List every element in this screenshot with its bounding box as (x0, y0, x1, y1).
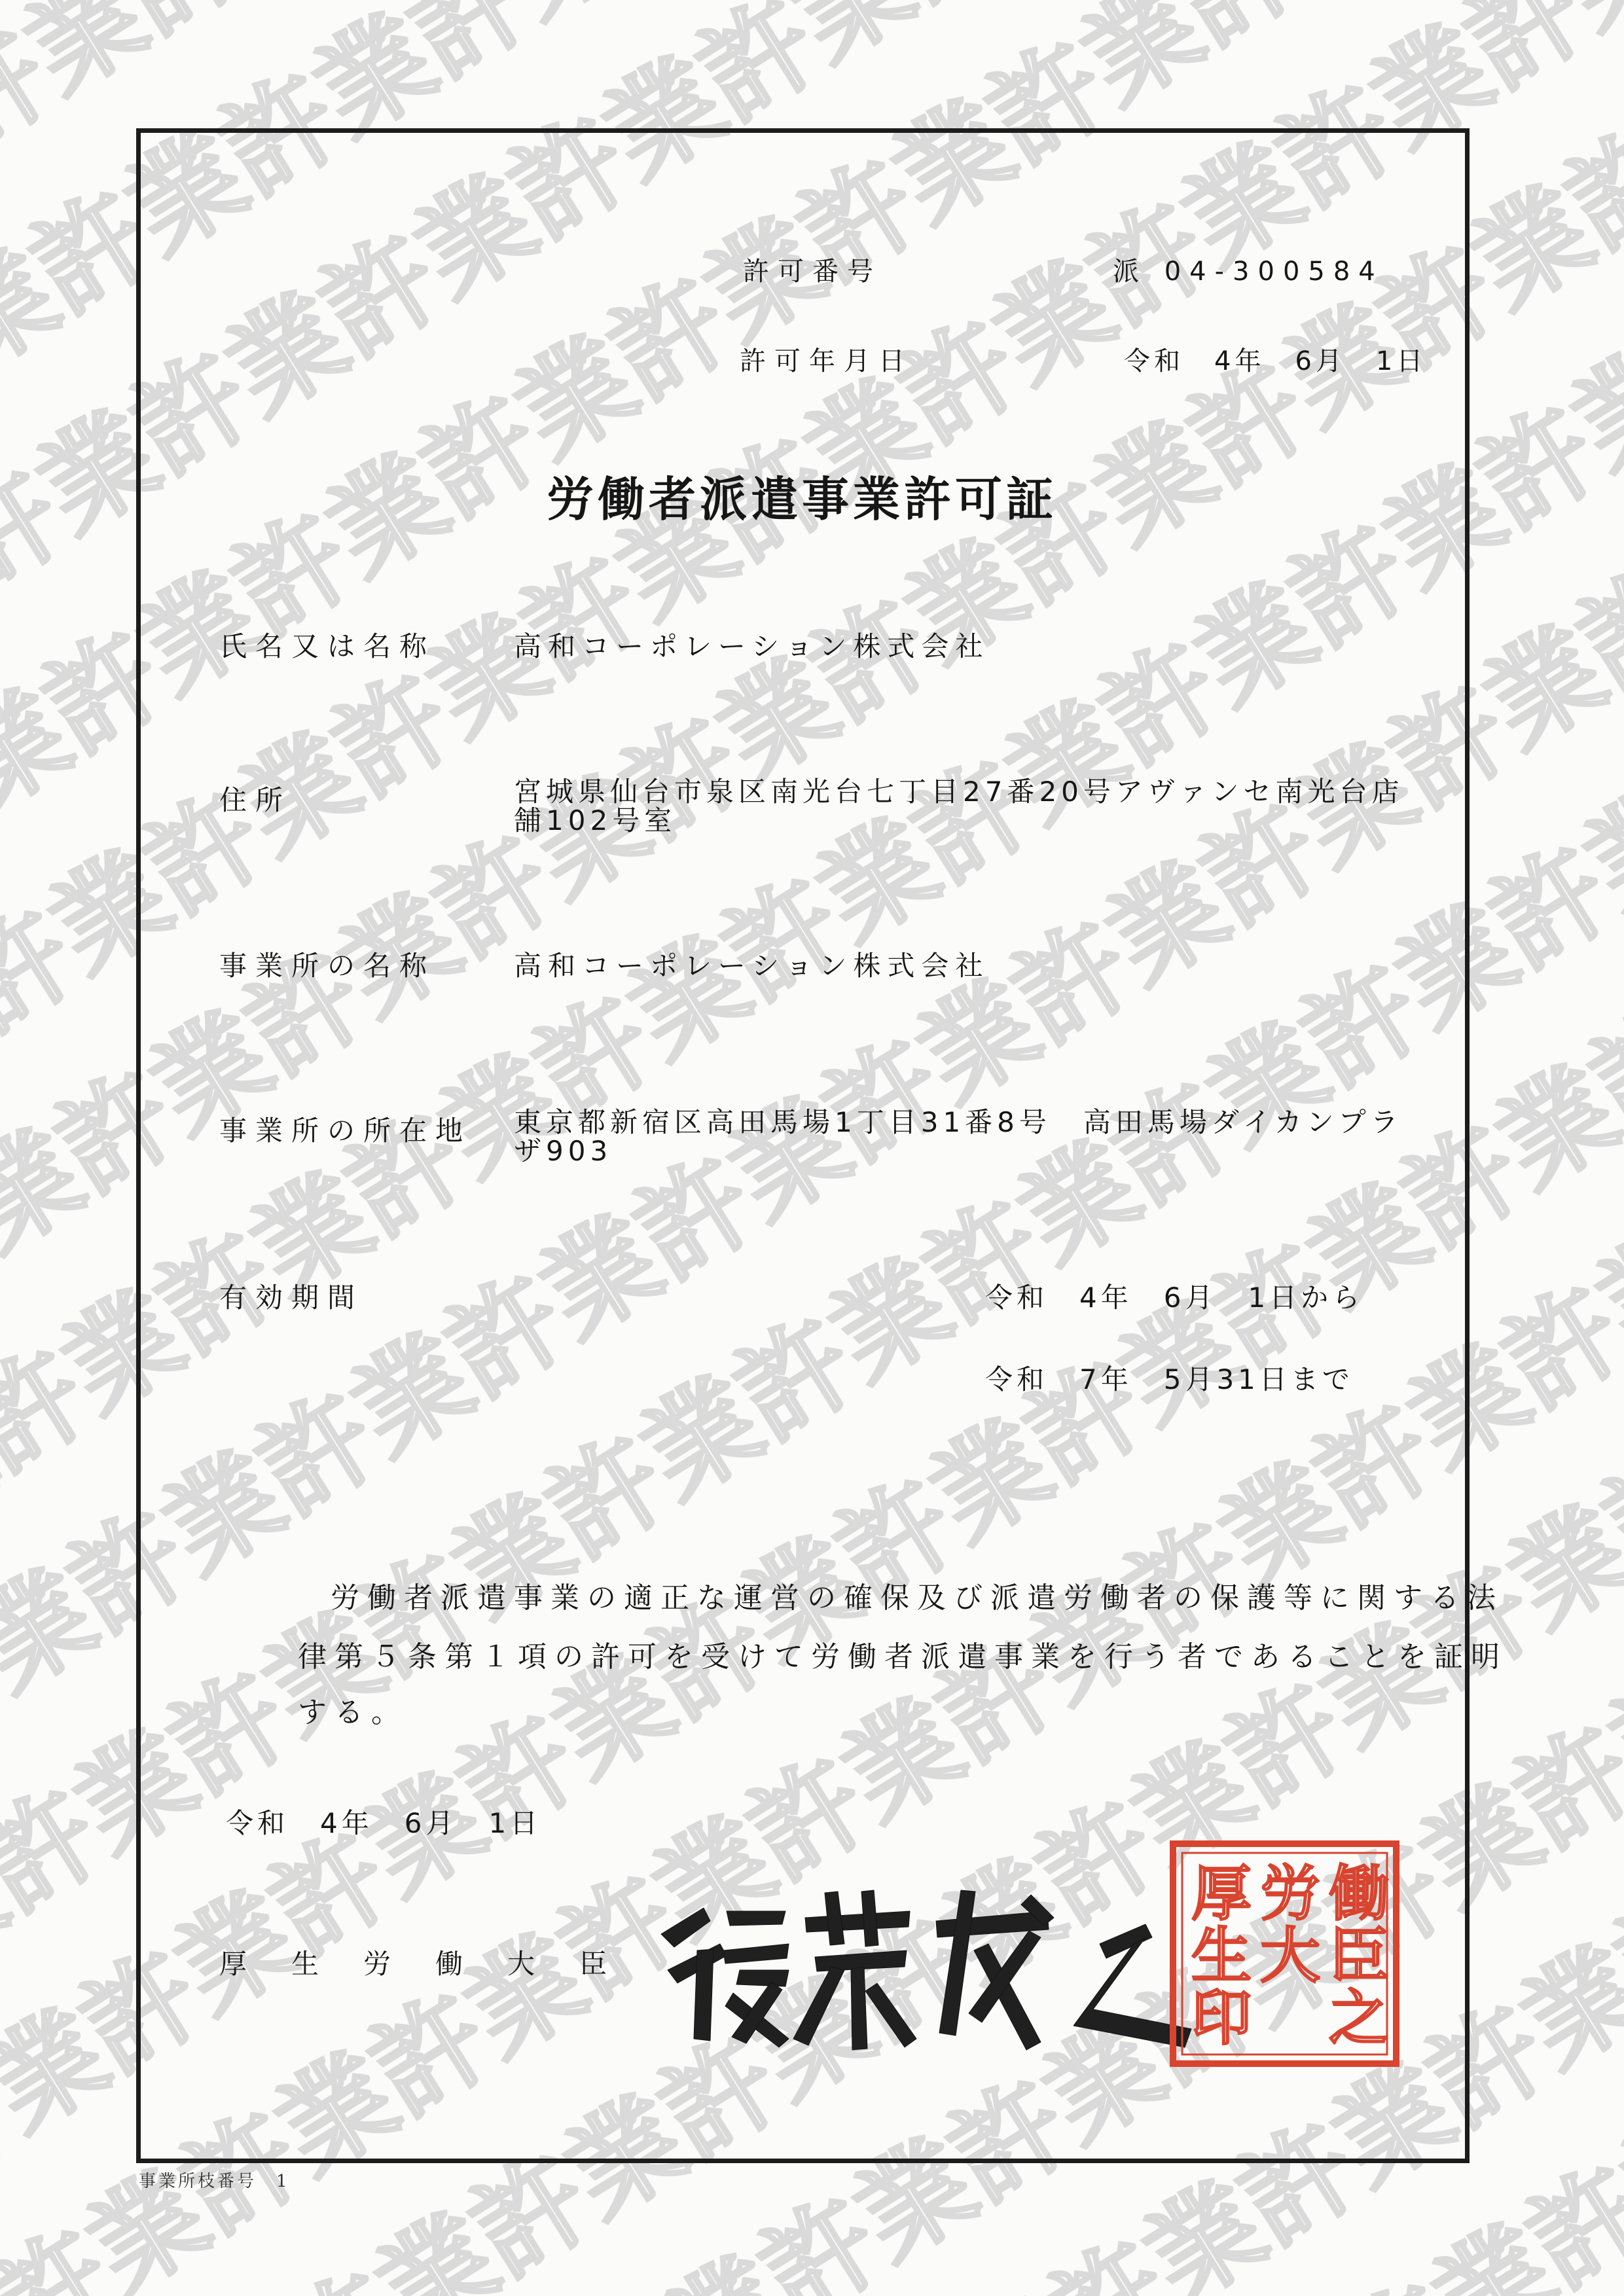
certification-line-2: 律第５条第１項の許可を受けて労働者派遣事業を行う者であることを証明 (298, 1640, 1507, 1674)
certification-line-1: 労働者派遣事業の適正な運営の確保及び派遣労働者の保護等に関する法 (331, 1581, 1504, 1615)
validity-label: 有効期間 (219, 1282, 364, 1314)
permit-number-value: 派 04-300584 (1113, 257, 1384, 287)
office-location-value: 東京都新宿区高田馬場1丁目31番8号 高田馬場ダイカンプラザ903 (514, 1106, 1403, 1167)
validity-to: 令和 7年 5月31日まで (985, 1363, 1354, 1395)
validity-from: 令和 4年 6月 1日から (985, 1282, 1364, 1314)
office-name-label: 事業所の名称 (219, 950, 436, 982)
permit-date-value: 令和 4年 6月 1日 (1124, 346, 1427, 376)
official-seal-stamp (1165, 1836, 1404, 2072)
svg-text:大: 大 (1260, 1921, 1321, 1991)
office-name-value: 高和コーポレーション株式会社 (514, 950, 990, 982)
svg-text:労: 労 (1260, 1859, 1321, 1929)
address-label: 住所 (219, 784, 292, 816)
name-value: 高和コーポレーション株式会社 (514, 630, 990, 662)
permit-date-label: 許可年月日 (740, 346, 913, 376)
permit-number-label: 許可番号 (743, 257, 882, 287)
certification-line-3: する。 (298, 1696, 408, 1729)
svg-text:働: 働 (1329, 1859, 1390, 1929)
office-branch-number: 事業所枝番号 1 (139, 2172, 290, 2191)
minister-signature-image (648, 1872, 1218, 2055)
certificate-title: 労働者派遣事業許可証 (547, 472, 1058, 527)
svg-text:厚: 厚 (1191, 1859, 1252, 1929)
svg-text:臣: 臣 (1329, 1921, 1390, 1991)
issuer-title: 厚 生 労 働 大 臣 (219, 1948, 616, 1980)
office-location-label: 事業所の所在地 (219, 1115, 472, 1147)
address-value: 宮城県仙台市泉区南光台七丁目27番20号アヴァンセ南光台店舗102号室 (514, 776, 1404, 836)
name-label: 氏名又は名称 (219, 630, 436, 662)
issue-date: 令和 4年 6月 1日 (226, 1807, 542, 1839)
svg-text:生: 生 (1191, 1921, 1252, 1991)
svg-text:之: 之 (1329, 1983, 1390, 2053)
svg-text:印: 印 (1191, 1983, 1252, 2053)
